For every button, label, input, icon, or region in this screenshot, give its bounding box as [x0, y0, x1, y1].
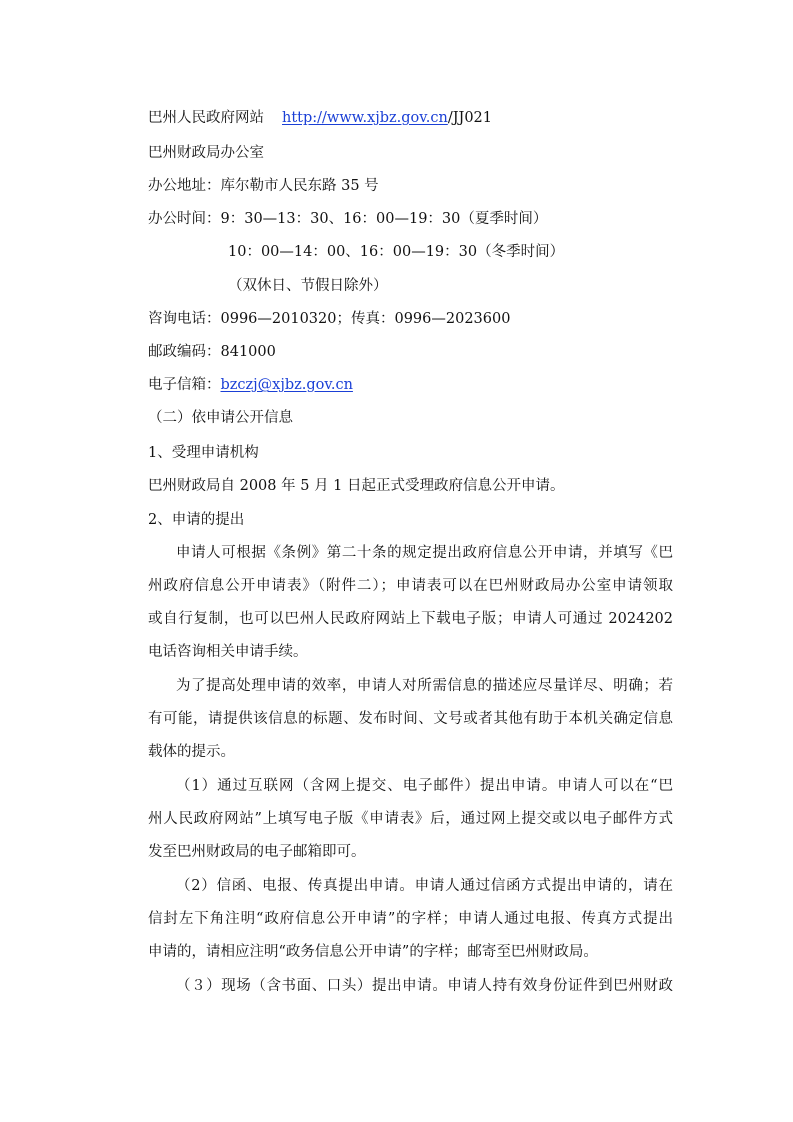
p4-line-2: 信封左下角注明“政府信息公开申请”的字样；申请人通过电报、传真方式提出 — [148, 911, 673, 927]
address-label: 办公地址： — [148, 178, 221, 194]
email-link[interactable]: bzczj@xjbz.gov.cn — [220, 377, 353, 393]
p2-line-1: 为了提高处理申请的效率，申请人对所需信息的描述应尽量详尽、明确；若 — [176, 678, 673, 694]
p2-line-2: 有可能，请提供该信息的标题、发布时间、文号或者其他有助于本机关确定信息 — [148, 711, 673, 727]
item1-title: 1、受理申请机构 — [148, 445, 259, 461]
hours-summer: 9：30—13：30、16：00—19：30（夏季时间） — [220, 211, 548, 227]
postcode-line: 邮政编码：841000 — [148, 344, 276, 360]
site-path: /JJ021 — [447, 110, 492, 126]
hours-line-summer — [148, 209, 547, 229]
p4-line-1: （2）信函、电报、传真提出申请。申请人通过信函方式提出申请的，请在 — [176, 878, 673, 894]
phone-fax-line: 咨询电话：0996—2010320；传真：0996—2023600 — [148, 311, 511, 327]
p3-line-1: （1）通过互联网（含网上提交、电子邮件）提出申请。申请人可以在“巴 — [176, 778, 673, 794]
p2-line-3: 载体的提示。 — [148, 744, 235, 760]
hours-label: 办公时间： — [148, 211, 221, 227]
section-heading: （二）依申请公开信息 — [148, 410, 293, 426]
item1-text: 巴州财政局自 2008 年 5 月 1 日起正式受理政府信息公开申请。 — [148, 478, 565, 494]
p3-line-2: 州人民政府网站”上填写电子版《申请表》后，通过网上提交或以电子邮件方式 — [148, 811, 673, 827]
address-line — [148, 176, 379, 196]
p1-line-1: 申请人可根据《条例》第二十条的规定提出政府信息公开申请，并填写《巴 — [176, 545, 673, 561]
p1-line-4: 电话咨询相关申请手续。 — [148, 644, 308, 660]
hours-winter: 10：00—14：00、16：00—19：30（冬季时间） — [228, 244, 565, 260]
email-label: 电子信箱： — [148, 377, 221, 393]
address-value: 库尔勒市人民东路 35 号 — [220, 178, 379, 194]
hours-note: （双休日、节假日除外） — [228, 278, 388, 294]
p1-line-3: 或自行复制，也可以巴州人民政府网站上下载电子版；申请人可通过 2024202 — [148, 611, 673, 627]
p3-line-3: 发至巴州财政局的电子邮箱即可。 — [148, 844, 366, 860]
email-line — [148, 375, 353, 395]
office-name: 巴州财政局办公室 — [148, 145, 264, 161]
p1-line-2: 州政府信息公开申请表》（附件二）；申请表可以在巴州财政局办公室申请领取 — [148, 578, 673, 594]
p4-line-3: 申请的，请相应注明“政务信息公开申请”的字样；邮寄至巴州财政局。 — [148, 944, 598, 960]
site-url-link[interactable]: http://www.xjbz.gov.cn — [282, 110, 448, 126]
website-line — [148, 108, 492, 128]
site-name: 巴州人民政府网站 — [148, 110, 264, 126]
item2-title: 2、申请的提出 — [148, 512, 245, 528]
p5-line-1: （３）现场（含书面、口头）提出申请。申请人持有效身份证件到巴州财政 — [176, 978, 673, 994]
